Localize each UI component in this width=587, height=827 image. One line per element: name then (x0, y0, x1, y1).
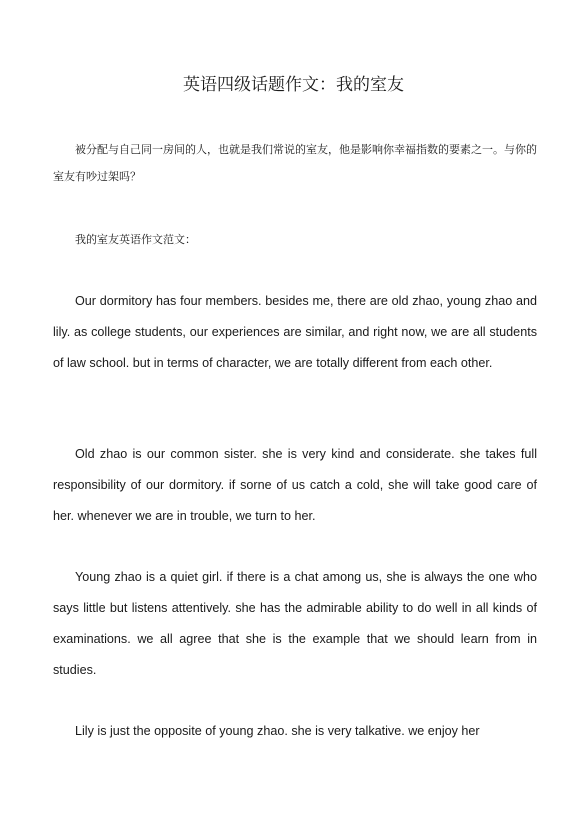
essay-paragraph-3: Young zhao is a quiet girl. if there is a chat among us, she is always the one who says little but listens attentively. she has the admirable ability to do well in all kinds of examinations. we all agree that she is the example that we should learn from in studies. (53, 570, 537, 677)
sample-label: 我的室友英语作文范文： (75, 233, 196, 246)
essay-paragraph-1: Our dormitory has four members. besides me, there are old zhao, young zhao and lily. as college students, our experiences are similar, and right now, we are all students of law school. but in terms of character, we are totally different from each other. (53, 294, 537, 370)
essay-paragraph-2: Old zhao is our common sister. she is very kind and considerate. she takes full responsibility of our dormitory. if sorne of us catch a cold, she will take good care of her. whenever we are in trouble, we turn to her. (53, 447, 537, 523)
essay-paragraph-4: Lily is just the opposite of young zhao. she is very talkative. we enjoy her (75, 724, 480, 738)
page-title: 英语四级话题作文：我的室友 (183, 75, 404, 95)
intro-question: 被分配与自己同一房间的人，也就是我们常说的室友，他是影响你幸福指数的要素之一。与你的室友有吵过架吗？ (53, 143, 537, 183)
